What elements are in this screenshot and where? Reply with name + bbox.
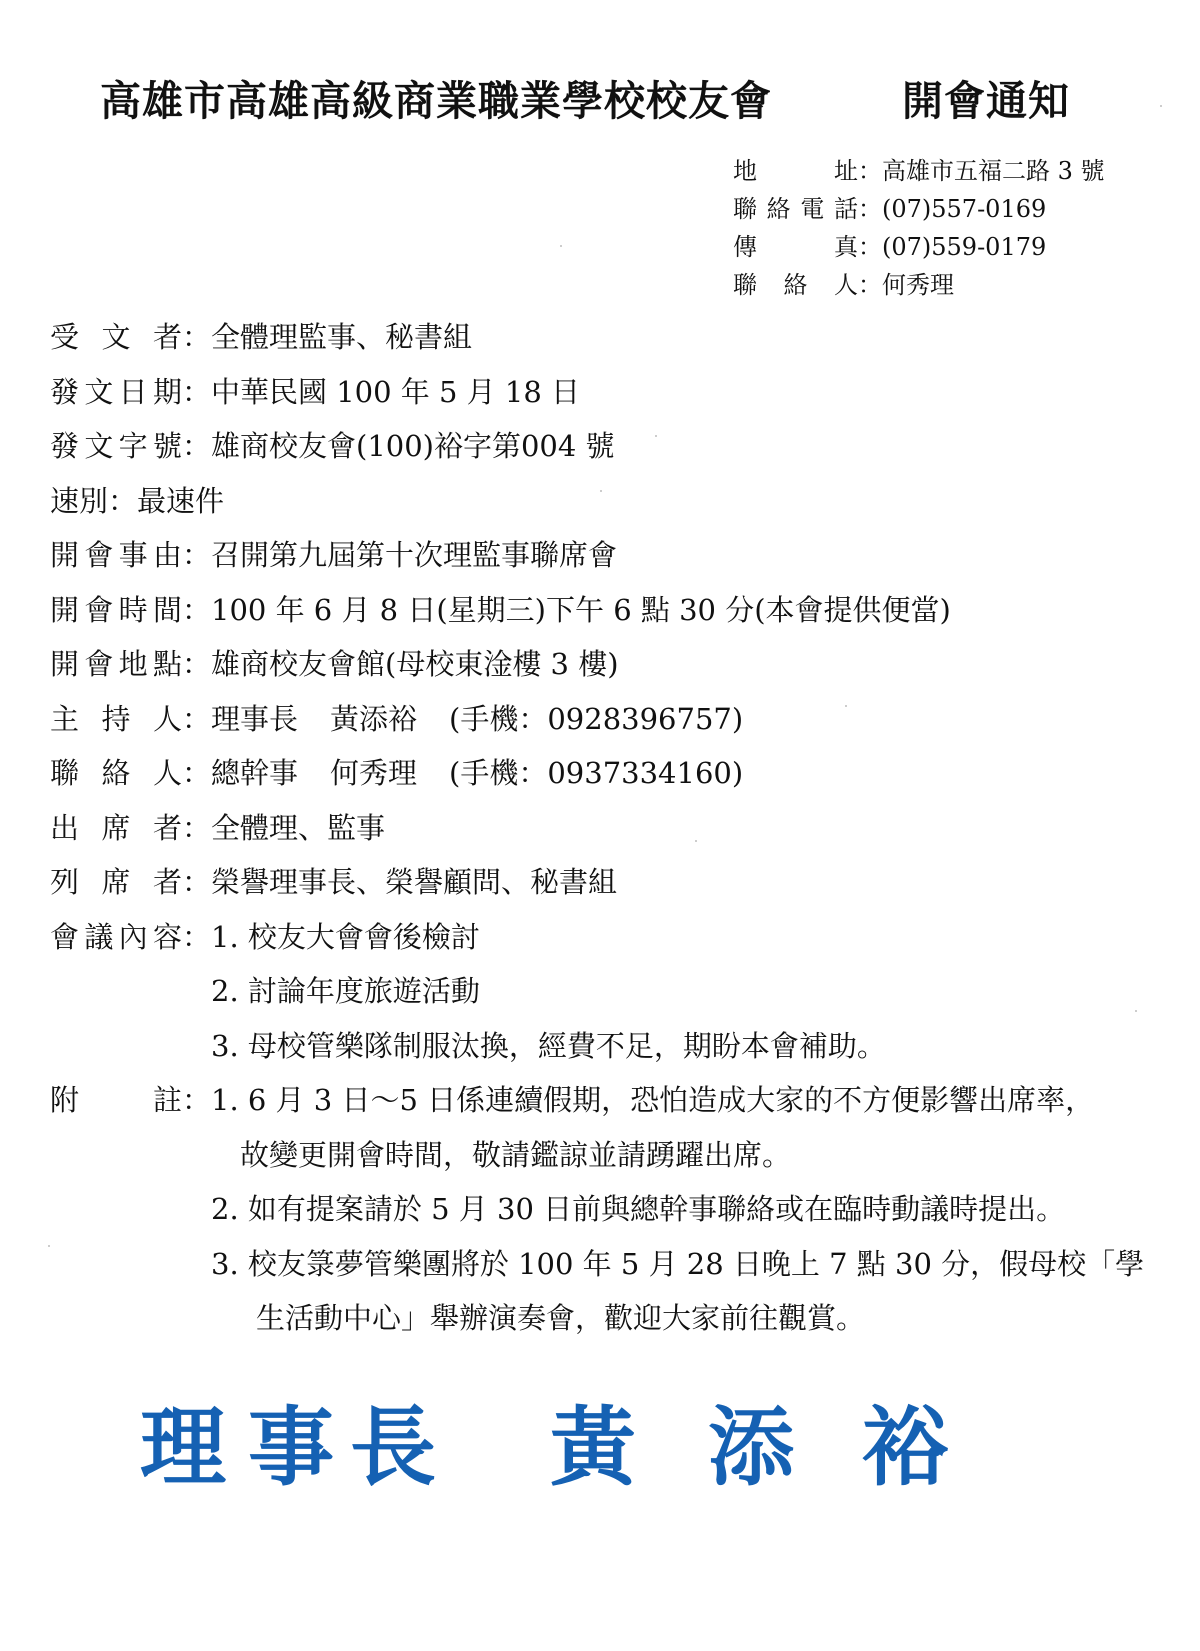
field-subject: 開會事由 ： 召開第九屆第十次理監事聯席會: [50, 528, 1144, 583]
field-observers: 列 席 者 ： 榮譽理事長、榮譽顧問、秘書組: [50, 855, 1144, 910]
field-value: 最速件: [137, 483, 225, 518]
note-item: 3. 校友箓夢管樂團將於 100 年 5 月 28 日晚上 7 點 30 分，假母校「學: [211, 1246, 1145, 1281]
field-label: 列 席 者: [50, 865, 182, 899]
signature-char: 長: [350, 1398, 436, 1498]
signature-char: 黃: [550, 1398, 636, 1498]
field-label: 聯 絡 人: [50, 756, 182, 790]
contact-label: 聯 絡 人: [733, 271, 858, 299]
field-chair: 主 持 人 ： 理事長 黃添裕 (手機：0928396757): [50, 692, 1144, 747]
field-place: 開會地點 ： 雄商校友會館(母校東淦樓 3 樓): [50, 637, 1144, 692]
contact-value: 何秀理: [882, 271, 954, 299]
field-value: 100 年 6 月 8 日(星期三)下午 6 點 30 分(本會提供便當): [211, 592, 951, 627]
field-label: 受 文 者: [50, 320, 182, 354]
note-item: 1. 6 月 3 日～5 日係連續假期，恐怕造成大家的不方便影響出席率，: [211, 1083, 1095, 1117]
agenda-row-1: 會議內容 ： 1. 校友大會會後檢討: [50, 910, 1144, 965]
field-label: 出 席 者: [50, 810, 182, 845]
note-row-3-cont: [50, 1291, 1144, 1346]
contact-phone: 聯絡電話 ： (07)557-0169: [733, 190, 1105, 228]
contact-value: 高雄市五福二路 3 號: [882, 157, 1105, 185]
field-value: 全體理監事、秘書組: [211, 320, 473, 354]
contact-block: [733, 152, 1105, 304]
field-value: 雄商校友會館(母校東淦樓 3 樓): [211, 647, 619, 681]
field-value: 全體理、監事: [211, 810, 386, 845]
field-label: 速別: [50, 483, 109, 518]
contact-fax: 傳 真 ： (07)559-0179: [733, 228, 1105, 266]
liaison-title: 總幹事: [211, 756, 299, 790]
note-item-continuation: 故變更開會時間，敬請鑑諒並請踴躍出席。: [240, 1137, 792, 1172]
field-label: 開會時間: [50, 592, 182, 627]
signature-stamp: [140, 1398, 1040, 1525]
signature-char: 事: [248, 1398, 334, 1498]
notes-label: 附 註: [50, 1083, 182, 1117]
field-time: 開會時間 ： 100 年 6 月 8 日(星期三)下午 6 點 30 分(本會提供便當): [50, 583, 1144, 638]
field-date: 發文日期 ： 中華民國 100 年 5 月 18 日: [50, 365, 1144, 420]
signature-char: 裕: [862, 1398, 948, 1498]
contact-value: (07)559-0179: [882, 233, 1047, 261]
note-item-continuation: 生活動中心」舉辦演奏會，歡迎大家前往觀賞。: [256, 1301, 866, 1335]
chair-title: 理事長: [211, 701, 299, 736]
chair-phone: (手機：0928396757): [449, 701, 744, 736]
organization-title: 高雄市高雄高級商業職業學校校友會: [100, 77, 772, 125]
note-row-2: [50, 1182, 1144, 1237]
chair-name: 黃添裕: [330, 701, 418, 736]
agenda-item: 2. 討論年度旅遊活動: [211, 974, 480, 1008]
agenda-item: 3. 母校管樂隊制服汰換，經費不足，期盼本會補助。: [211, 1028, 886, 1063]
note-row-3: [50, 1237, 1144, 1292]
agenda-label: 會議內容: [50, 919, 182, 954]
field-label: 發文字號: [50, 429, 182, 463]
contact-person: 聯 絡 人 ： 何秀理: [733, 266, 1105, 304]
field-label: 主 持 人: [50, 701, 182, 736]
contact-label: 聯絡電話: [733, 195, 858, 223]
field-doc-no: 發文字號 ： 雄商校友會(100)裕字第004 號: [50, 419, 1144, 474]
note-row-1-cont: [50, 1128, 1144, 1183]
contact-label: 傳 真: [733, 233, 858, 261]
contact-value: (07)557-0169: [882, 195, 1047, 223]
contact-label: 地 址: [733, 157, 858, 185]
note-row-1: 附 註 ： 1. 6 月 3 日～5 日係連續假期，恐怕造成大家的不方便影響出席率，: [50, 1073, 1144, 1128]
field-priority: 速別 ： 最速件: [50, 474, 1144, 529]
note-item: 2. 如有提案請於 5 月 30 日前與總幹事聯絡或在臨時動議時提出。: [211, 1192, 1066, 1226]
agenda-row-2: [50, 964, 1144, 1019]
field-value: 召開第九屆第十次理監事聯席會: [211, 538, 618, 572]
notice-type-title: 開會通知: [902, 77, 1070, 125]
field-attendees: 出 席 者 ： 全體理、監事: [50, 801, 1144, 856]
agenda-item: 1. 校友大會會後檢討: [211, 919, 480, 954]
field-value: 榮譽理事長、榮譽顧問、秘書組: [211, 865, 618, 899]
signature-char: 添: [708, 1398, 794, 1498]
agenda-row-3: [50, 1019, 1144, 1074]
field-label: 發文日期: [50, 374, 182, 409]
field-label: 開會事由: [50, 538, 182, 572]
liaison-phone: (手機：0937334160): [449, 756, 744, 790]
signature-char: 理: [140, 1398, 226, 1498]
field-value: 中華民國 100 年 5 月 18 日: [211, 374, 581, 409]
field-liaison: 聯 絡 人 ： 總幹事 何秀理 (手機：0937334160): [50, 746, 1144, 801]
contact-address: 地 址 ： 高雄市五福二路 3 號: [733, 152, 1105, 190]
field-recipient: 受 文 者 ： 全體理監事、秘書組: [50, 310, 1144, 365]
meeting-fields: [50, 310, 1144, 1346]
liaison-name: 何秀理: [330, 756, 418, 790]
field-label: 開會地點: [50, 647, 182, 681]
field-value: 雄商校友會(100)裕字第004 號: [211, 429, 615, 463]
